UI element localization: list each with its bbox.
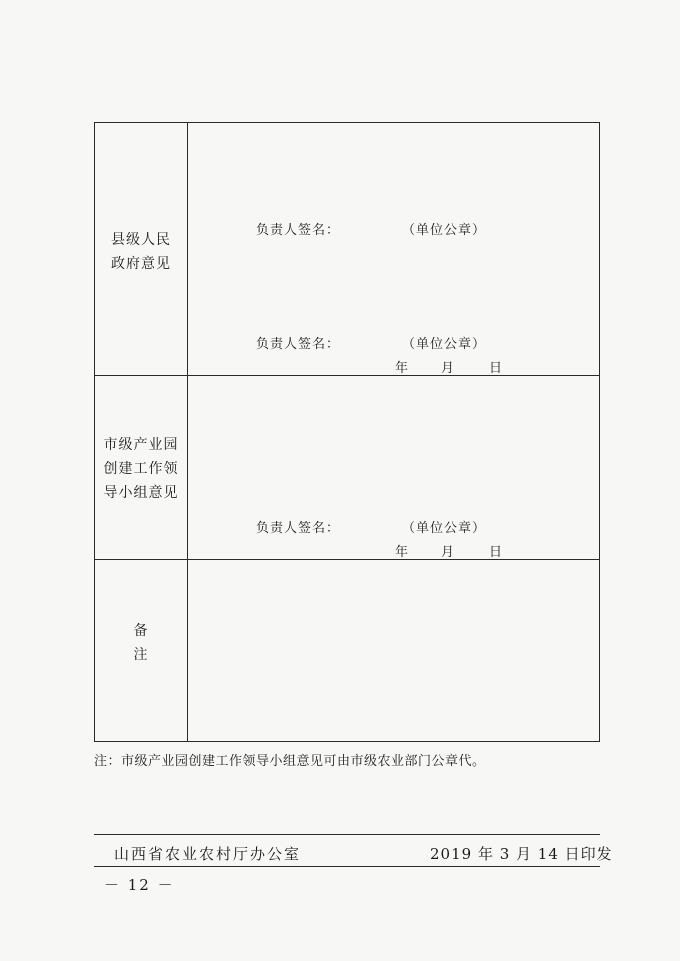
remarks-label xyxy=(95,619,187,667)
footer-bottom-rule xyxy=(94,866,600,867)
city-signature-label: 负责人签名： xyxy=(256,521,341,536)
county-date xyxy=(395,357,505,375)
city-label-line-1: 市级产业园 xyxy=(103,437,179,453)
column-divider xyxy=(187,123,188,741)
city-date xyxy=(395,541,505,559)
county-seal-label-1: （单位公章） xyxy=(402,223,487,238)
city-label-line-3: 导小组意见 xyxy=(103,485,179,501)
approval-form-table xyxy=(94,122,600,742)
county-date-month: 月 xyxy=(441,361,455,376)
city-opinion-label xyxy=(95,433,187,505)
issue-date: 2019 年 3 月 14 日印发 xyxy=(430,845,613,863)
remarks-label-line-2: 注 xyxy=(133,647,149,663)
remarks-label-line-1: 备 xyxy=(133,623,149,639)
county-opinion-label xyxy=(95,228,187,276)
footnote: 注：市级产业园创建工作领导小组意见可由市级农业部门公章代。 xyxy=(94,754,486,769)
page-number: － 12 － xyxy=(104,876,175,894)
county-date-year: 年 xyxy=(395,361,409,376)
city-seal-label: （单位公章） xyxy=(402,521,487,536)
issuer-office: 山西省农业农村厅办公室 xyxy=(114,845,302,863)
county-date-day: 日 xyxy=(489,361,503,376)
county-seal-label-2: （单位公章） xyxy=(402,337,487,352)
county-label-line-2: 政府意见 xyxy=(111,256,171,272)
county-label-line-1: 县级人民 xyxy=(111,232,171,248)
county-signature-label-1: 负责人签名： xyxy=(256,223,341,238)
county-signature-label-2: 负责人签名： xyxy=(256,337,341,352)
city-date-year: 年 xyxy=(395,545,409,560)
row-divider-1 xyxy=(95,375,599,376)
city-date-day: 日 xyxy=(489,545,503,560)
row-divider-2 xyxy=(95,559,599,560)
city-date-month: 月 xyxy=(441,545,455,560)
footer-top-rule xyxy=(94,834,600,835)
city-label-line-2: 创建工作领 xyxy=(103,461,179,477)
